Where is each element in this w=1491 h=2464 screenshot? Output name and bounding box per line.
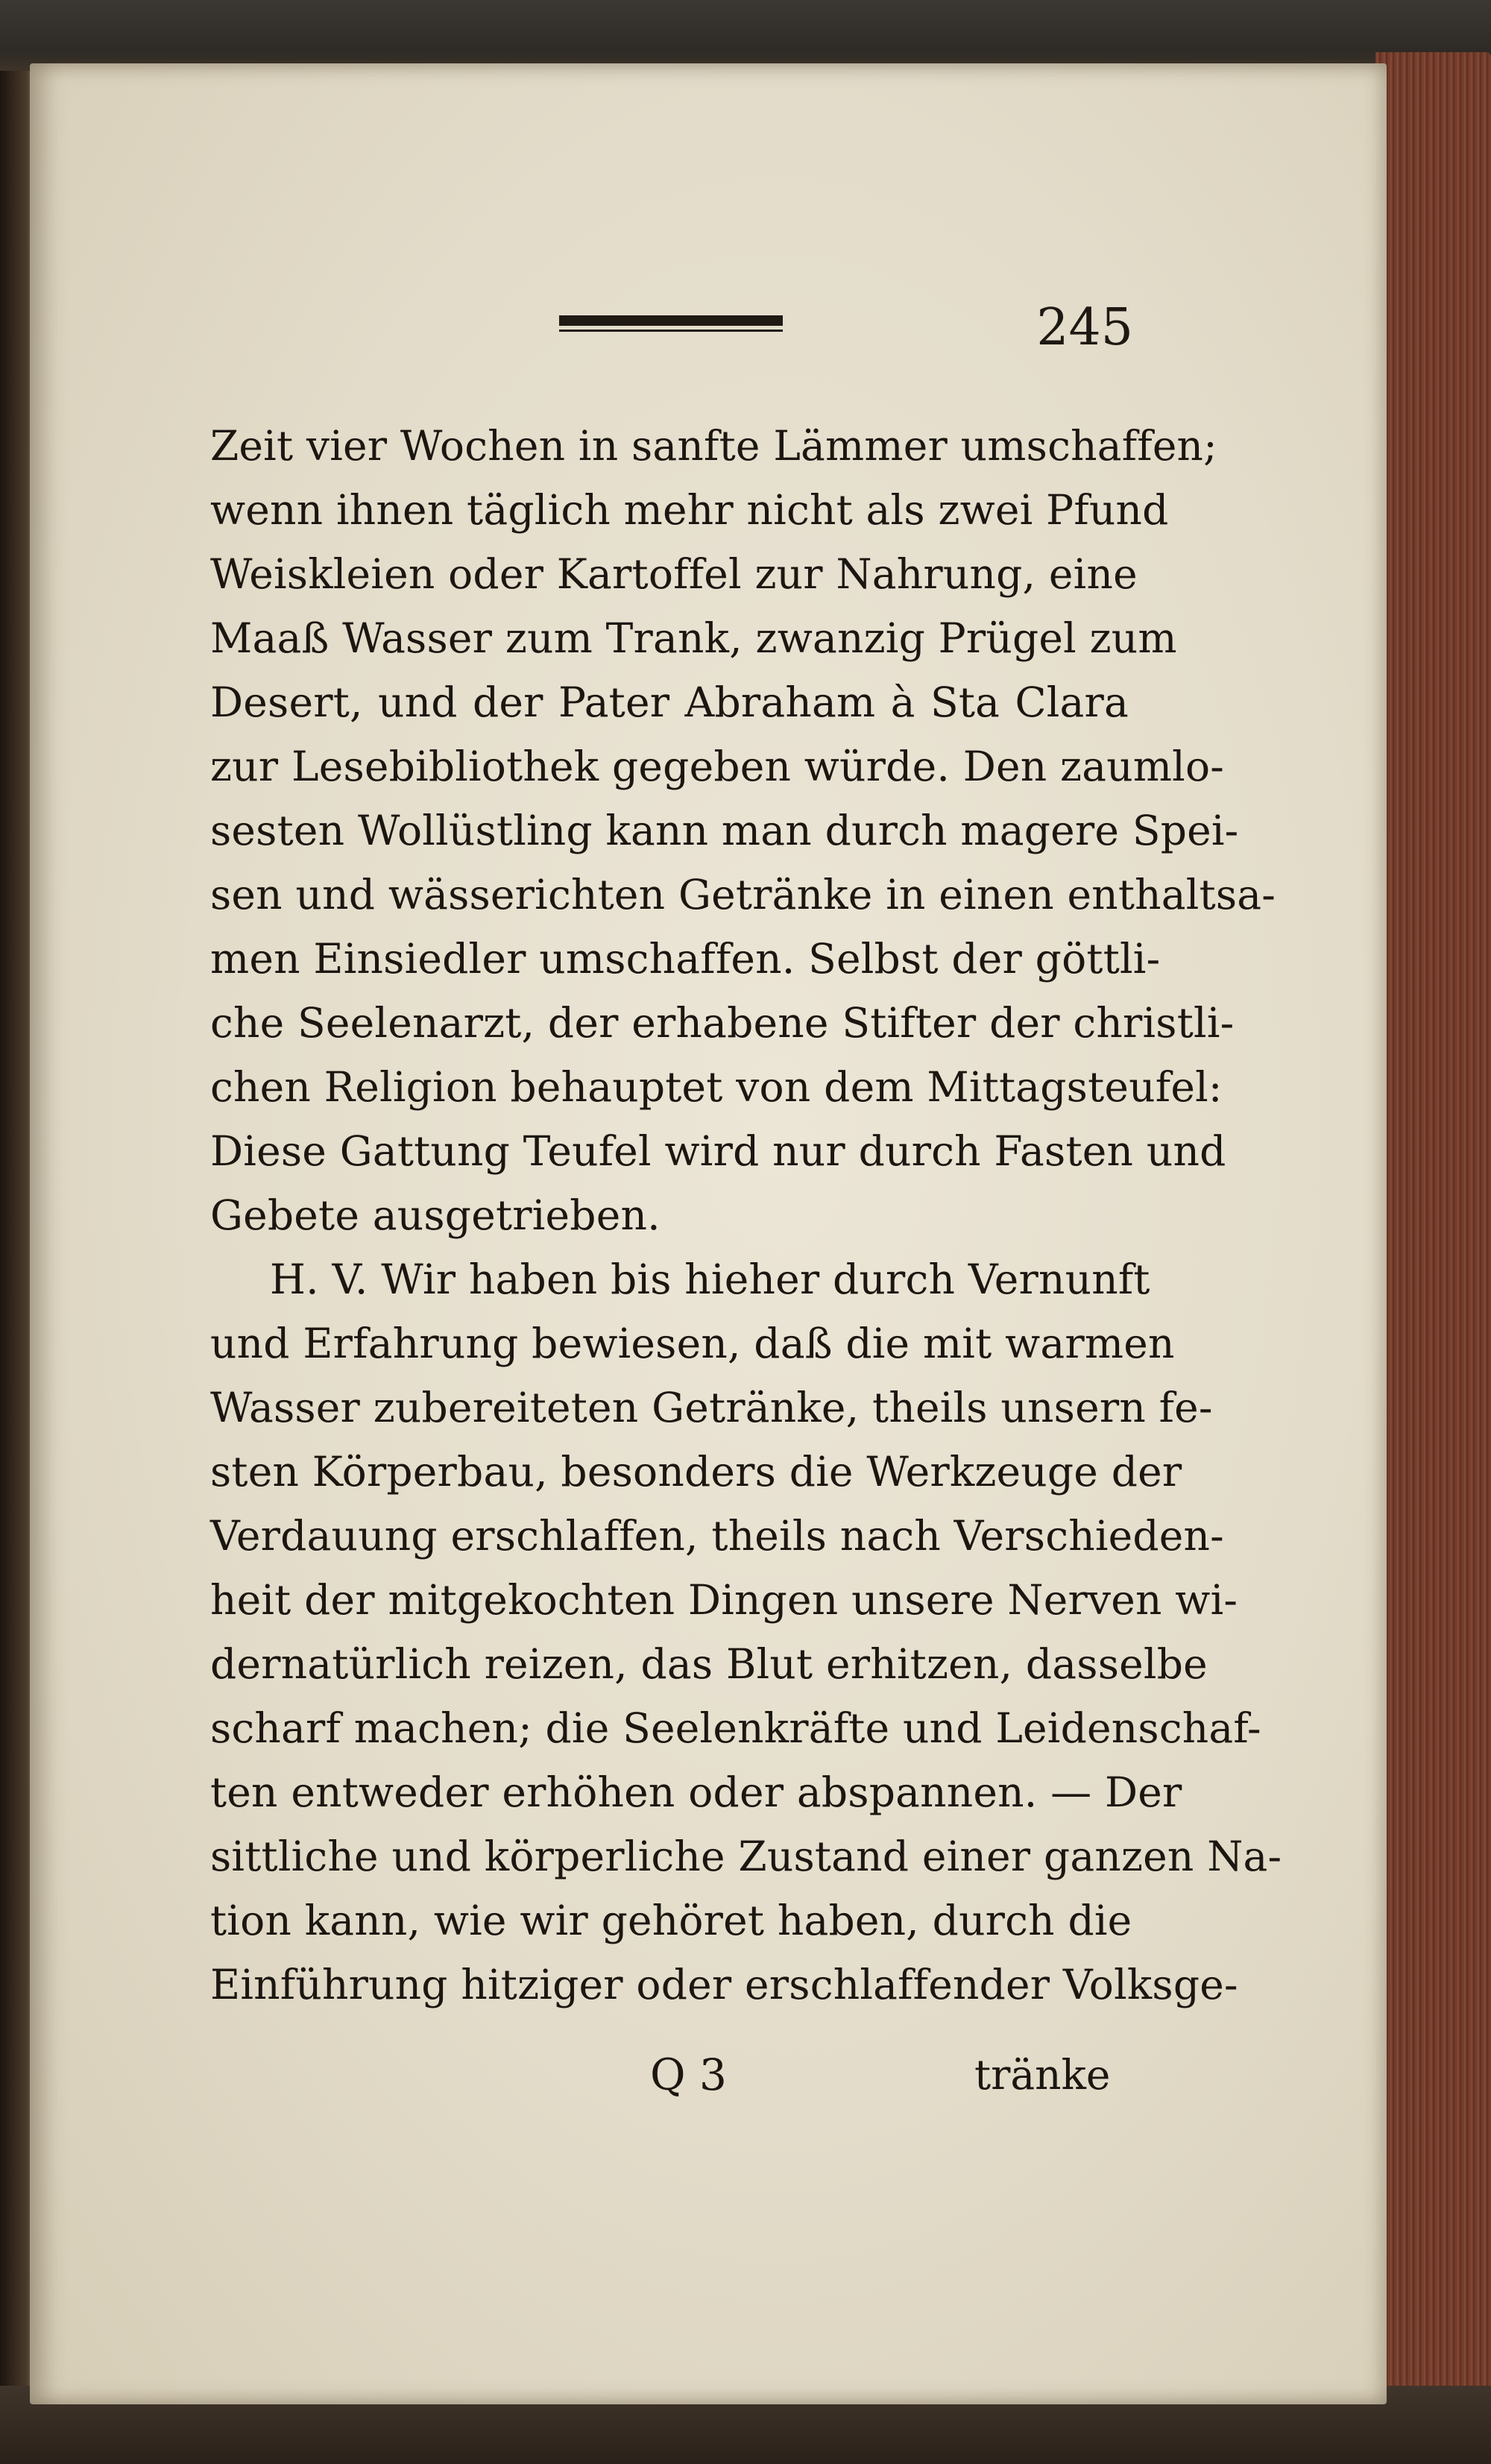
text-line: Weiskleien oder Kartoffel zur Nahrung, eine — [210, 550, 1138, 598]
text-line: che Seelenarzt, der erhabene Stifter der christli- — [210, 999, 1235, 1047]
text-line: dernatürlich reizen, das Blut erhitzen, dasselbe — [210, 1640, 1208, 1688]
text-line: zur Lesebibliothek gegeben würde. Den zaumlo- — [210, 743, 1225, 790]
text-line-paragraph-start: H. V. Wir haben bis hieher durch Vernunft — [270, 1255, 1150, 1303]
text-line: ten entweder erhöhen oder abspannen. — Der — [210, 1768, 1182, 1816]
body-text — [210, 414, 1282, 2017]
header-ornament-rule — [559, 313, 783, 334]
text-line: Verdauung erschlaffen, theils nach Verschieden- — [210, 1512, 1224, 1560]
catchword: tränke — [974, 2051, 1111, 2099]
text-line: Diese Gattung Teufel wird nur durch Fasten und — [210, 1127, 1226, 1175]
text-line: Desert, und der Pater Abraham à Sta Clara — [210, 678, 1129, 726]
text-line: tion kann, wie wir gehöret haben, durch die — [210, 1897, 1132, 1944]
text-line: Maaß Wasser zum Trank, zwanzig Prügel zum — [210, 614, 1177, 662]
page-number: 245 — [1036, 298, 1133, 357]
text-line: chen Religion behauptet von dem Mittagsteufel: — [210, 1063, 1223, 1111]
text-line: sten Körperbau, besonders die Werkzeuge der — [210, 1448, 1182, 1496]
page-stack-edge — [1375, 52, 1491, 2401]
page-footer — [210, 2041, 1129, 2108]
text-line: heit der mitgekochten Dingen unsere Nerven wi- — [210, 1576, 1238, 1624]
header-rule-thin — [559, 330, 783, 332]
text-line: Zeit vier Wochen in sanfte Lämmer umschaffen; — [210, 422, 1217, 470]
text-line: sesten Wollüstling kann man durch magere Spei- — [210, 807, 1239, 854]
text-line: men Einsiedler umschaffen. Selbst der göttli- — [210, 935, 1161, 983]
text-line: sittliche und körperliche Zustand einer ganzen Na- — [210, 1833, 1282, 1880]
signature-mark: Q 3 — [650, 2049, 727, 2100]
text-line: Einführung hitziger oder erschlaffender Volksge- — [210, 1961, 1238, 2008]
text-line: und Erfahrung bewiesen, daß die mit warmen — [210, 1320, 1175, 1367]
text-line: sen und wässerichten Getränke in einen enthaltsa- — [210, 871, 1276, 919]
text-line: scharf machen; die Seelenkräfte und Leidenschaf- — [210, 1704, 1261, 1752]
text-line: Wasser zubereiteten Getränke, theils unsern fe- — [210, 1384, 1213, 1431]
header-rule-thick — [559, 315, 783, 326]
text-line-paragraph-end: Gebete ausgetrieben. — [210, 1191, 661, 1239]
text-line: wenn ihnen täglich mehr nicht als zwei Pfund — [210, 486, 1169, 534]
